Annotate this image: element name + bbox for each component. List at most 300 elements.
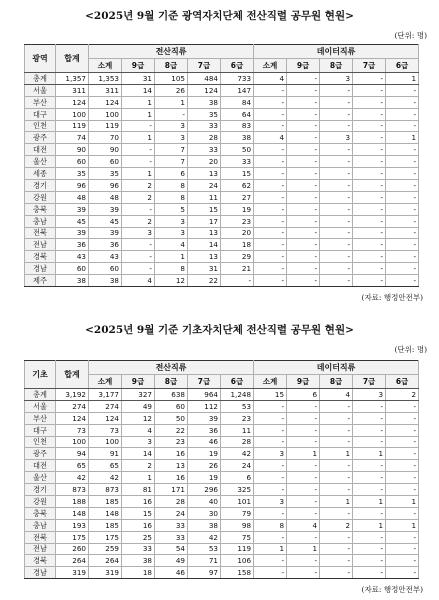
value-cell: - — [386, 239, 419, 251]
table-row — [25, 180, 419, 192]
value-cell: - — [320, 531, 353, 543]
value-cell: 1 — [122, 132, 155, 144]
value-cell: - — [287, 108, 320, 120]
value-cell: 3 — [155, 132, 188, 144]
value-cell: 19 — [221, 203, 254, 215]
value-cell: 124 — [188, 84, 221, 96]
value-cell: - — [353, 73, 386, 85]
sub-header: 6급 — [221, 59, 254, 73]
table-row — [25, 275, 419, 287]
value-cell: 260 — [56, 543, 89, 555]
value-cell: 13 — [188, 168, 221, 180]
region-cell: 전남 — [25, 239, 56, 251]
value-cell: 13 — [188, 251, 221, 263]
value-cell: 38 — [56, 275, 89, 287]
value-cell: - — [353, 412, 386, 424]
region-cell: 경남 — [25, 567, 56, 579]
sub-header: 6급 — [386, 375, 419, 389]
sub-header: 9급 — [287, 375, 320, 389]
region-cell: 경기 — [25, 484, 56, 496]
value-cell: - — [287, 203, 320, 215]
value-cell: - — [254, 168, 287, 180]
value-cell: 175 — [56, 531, 89, 543]
value-cell: 8 — [155, 180, 188, 192]
value-cell: - — [254, 108, 287, 120]
region-cell: 총계 — [25, 389, 56, 401]
value-cell: 124 — [89, 96, 122, 108]
region-cell: 광주 — [25, 448, 56, 460]
value-cell: - — [122, 144, 155, 156]
value-cell: - — [353, 180, 386, 192]
value-cell: 274 — [89, 400, 122, 412]
value-cell: 49 — [122, 400, 155, 412]
region-cell: 대전 — [25, 460, 56, 472]
region-cell: 제주 — [25, 275, 56, 287]
value-cell: - — [254, 156, 287, 168]
value-cell: - — [353, 460, 386, 472]
value-cell: 7 — [155, 156, 188, 168]
value-cell: 264 — [56, 555, 89, 567]
value-cell: 3 — [155, 120, 188, 132]
region-cell: 대구 — [25, 424, 56, 436]
sub-header: 소계 — [89, 375, 122, 389]
value-cell: - — [320, 424, 353, 436]
table-row — [25, 436, 419, 448]
value-cell: 23 — [221, 412, 254, 424]
value-cell: 74 — [56, 132, 89, 144]
value-cell: 319 — [56, 567, 89, 579]
value-cell: 319 — [89, 567, 122, 579]
value-cell: - — [287, 275, 320, 287]
value-cell: 36 — [56, 239, 89, 251]
value-cell: 484 — [188, 73, 221, 85]
value-cell: 14 — [122, 84, 155, 96]
value-cell: 43 — [56, 251, 89, 263]
value-cell: - — [254, 180, 287, 192]
value-cell: 12 — [122, 412, 155, 424]
col-total: 합계 — [56, 45, 89, 73]
value-cell: - — [386, 191, 419, 203]
value-cell: 33 — [221, 156, 254, 168]
value-cell: 43 — [89, 251, 122, 263]
region-cell: 서울 — [25, 84, 56, 96]
value-cell: 3 — [122, 436, 155, 448]
value-cell: - — [386, 567, 419, 579]
value-cell: 1,248 — [221, 389, 254, 401]
value-cell: 105 — [155, 73, 188, 85]
value-cell: 112 — [188, 400, 221, 412]
value-cell: 327 — [122, 389, 155, 401]
value-cell: - — [320, 227, 353, 239]
table2-unit: (단위: 명) — [394, 345, 427, 354]
value-cell: - — [353, 567, 386, 579]
sub-header: 7급 — [353, 375, 386, 389]
value-cell: - — [386, 144, 419, 156]
value-cell: 42 — [221, 448, 254, 460]
value-cell: 14 — [122, 448, 155, 460]
value-cell: - — [386, 448, 419, 460]
value-cell: 2 — [122, 215, 155, 227]
value-cell: - — [287, 484, 320, 496]
value-cell: 29 — [221, 251, 254, 263]
value-cell: 4 — [155, 239, 188, 251]
table-row — [25, 424, 419, 436]
value-cell: - — [320, 400, 353, 412]
value-cell: 39 — [89, 227, 122, 239]
value-cell: 46 — [188, 436, 221, 448]
value-cell: 193 — [56, 519, 89, 531]
value-cell: - — [287, 412, 320, 424]
table1-title: <2025년 9월 기준 광역자치단체 전산직렬 공무원 현원> — [85, 10, 354, 22]
value-cell: 175 — [89, 531, 122, 543]
value-cell: 24 — [221, 460, 254, 472]
value-cell: - — [320, 120, 353, 132]
value-cell: - — [287, 227, 320, 239]
table-row — [25, 239, 419, 251]
value-cell: - — [254, 424, 287, 436]
value-cell: 1 — [386, 496, 419, 508]
table-row — [25, 484, 419, 496]
value-cell: - — [320, 108, 353, 120]
value-cell: 27 — [221, 191, 254, 203]
value-cell: - — [254, 215, 287, 227]
value-cell: 42 — [56, 472, 89, 484]
value-cell: - — [386, 203, 419, 215]
value-cell: - — [320, 263, 353, 275]
value-cell: 873 — [56, 484, 89, 496]
value-cell: 1 — [122, 168, 155, 180]
value-cell: - — [254, 412, 287, 424]
value-cell: 1 — [287, 543, 320, 555]
sub-header: 소계 — [89, 59, 122, 73]
value-cell: 24 — [188, 180, 221, 192]
value-cell: - — [386, 436, 419, 448]
value-cell: - — [353, 132, 386, 144]
table2-source: (자료: 행정안전부) — [361, 585, 423, 594]
table-row — [25, 412, 419, 424]
value-cell: 8 — [155, 263, 188, 275]
value-cell: 2 — [320, 519, 353, 531]
value-cell: - — [254, 275, 287, 287]
value-cell: - — [353, 191, 386, 203]
value-cell: 96 — [56, 180, 89, 192]
value-cell: 60 — [56, 263, 89, 275]
value-cell: 48 — [56, 191, 89, 203]
value-cell: 16 — [155, 472, 188, 484]
value-cell: - — [353, 275, 386, 287]
table-row — [25, 120, 419, 132]
region-cell: 인천 — [25, 436, 56, 448]
value-cell: 62 — [221, 180, 254, 192]
value-cell: - — [287, 400, 320, 412]
value-cell: 65 — [56, 460, 89, 472]
table-row — [25, 227, 419, 239]
value-cell: 91 — [89, 448, 122, 460]
value-cell: 39 — [56, 227, 89, 239]
value-cell: 15 — [254, 389, 287, 401]
value-cell: - — [320, 96, 353, 108]
value-cell: 28 — [221, 436, 254, 448]
value-cell: 311 — [56, 84, 89, 96]
value-cell: 16 — [122, 496, 155, 508]
value-cell: 25 — [122, 531, 155, 543]
value-cell: 4 — [122, 275, 155, 287]
value-cell: - — [320, 507, 353, 519]
value-cell: - — [386, 120, 419, 132]
value-cell: 60 — [56, 156, 89, 168]
value-cell: - — [254, 251, 287, 263]
value-cell: 2 — [122, 191, 155, 203]
value-cell: - — [254, 144, 287, 156]
value-cell: 83 — [221, 120, 254, 132]
value-cell: - — [386, 555, 419, 567]
value-cell: - — [155, 108, 188, 120]
value-cell: - — [320, 436, 353, 448]
table1-unit: (단위: 명) — [394, 31, 427, 40]
table-row — [25, 496, 419, 508]
table2 — [24, 360, 419, 579]
value-cell: 15 — [122, 507, 155, 519]
value-cell: - — [287, 73, 320, 85]
value-cell: 30 — [188, 507, 221, 519]
value-cell: 1 — [155, 251, 188, 263]
value-cell: 13 — [188, 227, 221, 239]
value-cell: - — [287, 424, 320, 436]
value-cell: - — [254, 531, 287, 543]
region-cell: 부산 — [25, 412, 56, 424]
value-cell: 42 — [188, 531, 221, 543]
value-cell: 33 — [188, 120, 221, 132]
value-cell: - — [254, 507, 287, 519]
value-cell: 3 — [254, 448, 287, 460]
value-cell: 65 — [89, 460, 122, 472]
value-cell: - — [287, 156, 320, 168]
value-cell: 11 — [221, 424, 254, 436]
value-cell: 21 — [221, 263, 254, 275]
value-cell: 31 — [188, 263, 221, 275]
total-row — [25, 389, 419, 401]
value-cell: 22 — [188, 275, 221, 287]
value-cell: - — [353, 507, 386, 519]
value-cell: 7 — [155, 144, 188, 156]
value-cell: 26 — [188, 460, 221, 472]
value-cell: 60 — [89, 156, 122, 168]
value-cell: 40 — [188, 496, 221, 508]
value-cell: 2 — [122, 180, 155, 192]
group-data: 데이터직류 — [254, 45, 419, 59]
value-cell: - — [287, 555, 320, 567]
value-cell: 94 — [56, 448, 89, 460]
sub-header: 9급 — [122, 375, 155, 389]
value-cell: - — [287, 132, 320, 144]
value-cell: 16 — [122, 519, 155, 531]
value-cell: - — [353, 96, 386, 108]
value-cell: 60 — [155, 400, 188, 412]
value-cell: 3 — [320, 132, 353, 144]
value-cell: 119 — [89, 120, 122, 132]
region-cell: 충북 — [25, 507, 56, 519]
value-cell: - — [287, 215, 320, 227]
region-cell: 울산 — [25, 472, 56, 484]
value-cell: 1 — [320, 496, 353, 508]
value-cell: 38 — [221, 132, 254, 144]
value-cell: 39 — [188, 412, 221, 424]
value-cell: - — [386, 215, 419, 227]
value-cell: 33 — [122, 543, 155, 555]
value-cell: 4 — [287, 519, 320, 531]
value-cell: 8 — [155, 191, 188, 203]
sub-header: 소계 — [254, 59, 287, 73]
value-cell: 873 — [89, 484, 122, 496]
value-cell: - — [287, 168, 320, 180]
value-cell: 100 — [56, 108, 89, 120]
value-cell: - — [254, 120, 287, 132]
table-row — [25, 531, 419, 543]
value-cell: 18 — [122, 567, 155, 579]
value-cell: 17 — [188, 215, 221, 227]
value-cell: - — [353, 484, 386, 496]
value-cell: 1,353 — [89, 73, 122, 85]
value-cell: - — [122, 239, 155, 251]
value-cell: 81 — [122, 484, 155, 496]
value-cell: - — [320, 275, 353, 287]
value-cell: 96 — [89, 180, 122, 192]
value-cell: 6 — [221, 472, 254, 484]
value-cell: 84 — [221, 96, 254, 108]
table-row — [25, 263, 419, 275]
value-cell: - — [353, 84, 386, 96]
region-cell: 경기 — [25, 180, 56, 192]
value-cell: 1 — [386, 519, 419, 531]
value-cell: - — [221, 275, 254, 287]
value-cell: 1 — [353, 496, 386, 508]
value-cell: - — [386, 424, 419, 436]
region-cell: 대구 — [25, 108, 56, 120]
value-cell: - — [320, 84, 353, 96]
value-cell: - — [254, 400, 287, 412]
group-computing: 전산직류 — [89, 361, 254, 375]
value-cell: 35 — [188, 108, 221, 120]
value-cell: - — [287, 436, 320, 448]
value-cell: 124 — [56, 96, 89, 108]
value-cell: - — [353, 400, 386, 412]
value-cell: 38 — [122, 555, 155, 567]
value-cell: - — [287, 239, 320, 251]
value-cell: - — [386, 531, 419, 543]
value-cell: 638 — [155, 389, 188, 401]
value-cell: 42 — [89, 472, 122, 484]
value-cell: 98 — [221, 519, 254, 531]
region-cell: 인천 — [25, 120, 56, 132]
value-cell: 20 — [188, 156, 221, 168]
sub-header: 소계 — [254, 375, 287, 389]
table-row — [25, 168, 419, 180]
value-cell: - — [353, 531, 386, 543]
value-cell: 20 — [221, 227, 254, 239]
table1 — [24, 44, 419, 287]
table-row — [25, 156, 419, 168]
value-cell: - — [386, 168, 419, 180]
value-cell: - — [287, 84, 320, 96]
value-cell: - — [254, 239, 287, 251]
region-cell: 충남 — [25, 215, 56, 227]
value-cell: - — [353, 424, 386, 436]
value-cell: 60 — [89, 263, 122, 275]
value-cell: - — [353, 543, 386, 555]
region-cell: 대전 — [25, 144, 56, 156]
value-cell: - — [353, 251, 386, 263]
value-cell: - — [386, 400, 419, 412]
value-cell: - — [353, 436, 386, 448]
value-cell: 3 — [155, 227, 188, 239]
value-cell: 119 — [56, 120, 89, 132]
value-cell: 1 — [122, 96, 155, 108]
value-cell: 274 — [56, 400, 89, 412]
value-cell: - — [254, 460, 287, 472]
value-cell: 6 — [155, 168, 188, 180]
value-cell: 171 — [155, 484, 188, 496]
value-cell: 39 — [89, 203, 122, 215]
value-cell: - — [320, 555, 353, 567]
value-cell: - — [287, 472, 320, 484]
value-cell: - — [320, 251, 353, 263]
value-cell: 24 — [155, 507, 188, 519]
region-cell: 강원 — [25, 496, 56, 508]
region-cell: 세종 — [25, 168, 56, 180]
value-cell: - — [386, 84, 419, 96]
value-cell: 53 — [188, 543, 221, 555]
value-cell: 70 — [89, 132, 122, 144]
value-cell: - — [254, 567, 287, 579]
value-cell: 106 — [221, 555, 254, 567]
value-cell: - — [287, 180, 320, 192]
value-cell: 148 — [89, 507, 122, 519]
value-cell: - — [353, 215, 386, 227]
value-cell: 100 — [89, 436, 122, 448]
sub-header: 7급 — [188, 59, 221, 73]
value-cell: - — [287, 263, 320, 275]
table-row — [25, 460, 419, 472]
value-cell: - — [122, 263, 155, 275]
sub-header: 8급 — [320, 375, 353, 389]
value-cell: 1 — [353, 448, 386, 460]
value-cell: 38 — [188, 519, 221, 531]
value-cell: 1 — [353, 519, 386, 531]
value-cell: - — [254, 191, 287, 203]
value-cell: 35 — [89, 168, 122, 180]
col-region: 광역 — [25, 45, 56, 73]
table2-title: <2025년 9월 기준 기초자치단체 전산직렬 공무원 현원> — [85, 324, 354, 336]
value-cell: 124 — [89, 412, 122, 424]
value-cell: - — [287, 507, 320, 519]
value-cell: 36 — [188, 424, 221, 436]
value-cell: - — [353, 239, 386, 251]
value-cell: 100 — [89, 108, 122, 120]
value-cell: 35 — [56, 168, 89, 180]
value-cell: 53 — [221, 400, 254, 412]
table-row — [25, 203, 419, 215]
table-row — [25, 96, 419, 108]
value-cell: 19 — [188, 448, 221, 460]
table-row — [25, 84, 419, 96]
region-cell: 서울 — [25, 400, 56, 412]
sub-header: 9급 — [122, 59, 155, 73]
table-row — [25, 132, 419, 144]
value-cell: 259 — [89, 543, 122, 555]
value-cell: 147 — [221, 84, 254, 96]
value-cell: 3 — [254, 496, 287, 508]
value-cell: 185 — [89, 519, 122, 531]
